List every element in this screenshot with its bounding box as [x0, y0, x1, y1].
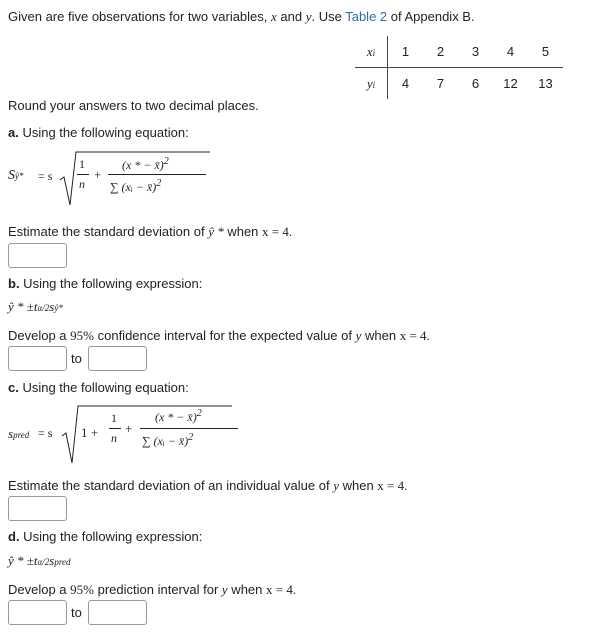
formula-a-frac2-line	[108, 174, 206, 175]
formula-c-num: (x * − x̄)$^2$	[155, 408, 202, 424]
formula-c-one-plus: 1 +	[81, 425, 99, 440]
part-d-expression: ŷ * ±tα/2spred	[8, 553, 71, 568]
formula-a-den: ∑ (xᵢ − x̄)$^2$	[110, 178, 162, 194]
intro-and: and	[276, 9, 306, 24]
intro-text	[8, 9, 475, 25]
part-c-heading: c. Using the following equation:	[8, 380, 189, 395]
part-b-lower-input[interactable]	[8, 346, 67, 371]
part-d-lower-input[interactable]	[8, 600, 67, 625]
x-value-3: 3	[458, 36, 493, 68]
part-b-question: Develop a 95% confidence interval for the expected value of y when x = 4.	[8, 328, 430, 343]
part-d-heading: d. Using the following expression:	[8, 529, 203, 544]
formula-c-plus: +	[125, 421, 133, 436]
part-a-text: Using the following equation:	[18, 125, 189, 140]
y-value-4: 12	[503, 76, 518, 91]
part-b-upper-input[interactable]	[88, 346, 147, 371]
part-b-to: to	[71, 351, 82, 366]
formula-a-plus: +	[94, 167, 102, 182]
intro-after: of Appendix B.	[387, 9, 475, 24]
x-row	[355, 36, 563, 68]
part-a-label: a.	[8, 125, 19, 140]
y-row	[355, 68, 563, 100]
x-value-5: 5	[528, 36, 563, 68]
y-header: yi	[355, 68, 388, 100]
part-c-answer-input[interactable]	[8, 496, 67, 521]
table-2-link[interactable]: Table 2	[345, 9, 388, 24]
part-a-question: Estimate the standard deviation of ŷ * when x = 4.	[8, 224, 293, 239]
y-value-5: 13	[538, 76, 553, 91]
observations-table	[355, 36, 563, 99]
formula-c-equals: = s	[38, 426, 53, 440]
intro-var-y: y	[305, 9, 312, 24]
formula-a-lhs: Sŷ*	[8, 168, 24, 183]
intro-mid: . Use	[311, 9, 346, 24]
formula-a-frac1-line	[77, 174, 89, 175]
formula-c-one: 1	[111, 411, 117, 425]
x-header: xi	[355, 36, 388, 68]
part-d-upper-input[interactable]	[88, 600, 147, 625]
x-value-4: 4	[493, 36, 528, 68]
y-value-3: 6	[471, 76, 480, 91]
formula-c-den: ∑ (xᵢ − x̄)$^2$	[142, 432, 194, 448]
formula-a-n: n	[79, 177, 85, 191]
formula-c-lhs: spred	[8, 426, 30, 441]
formula-a-one: 1	[79, 157, 85, 171]
formula-a-num: (x * − x̄)$^2$	[122, 156, 169, 172]
formula-c-frac1-line	[109, 428, 121, 429]
formula-a-equals: = s	[38, 169, 53, 183]
intro-before: Given are five observations for two variables,	[8, 9, 272, 24]
part-b-heading: b. Using the following expression:	[8, 276, 203, 291]
round-instruction: Round your answers to two decimal places.	[8, 98, 259, 113]
part-a-heading	[8, 125, 189, 140]
part-c-question: Estimate the standard deviation of an individual value of y when x = 4.	[8, 478, 408, 493]
part-d-question: Develop a 95% prediction interval for y when x = 4.	[8, 582, 297, 597]
intro-var-x: x	[271, 9, 277, 24]
part-a-answer-input[interactable]	[8, 243, 67, 268]
formula-c-n: n	[111, 431, 117, 445]
x-value-2: 2	[423, 36, 458, 68]
part-b-expression: ŷ * ±tα/2sŷ*	[8, 299, 63, 314]
x-value-1: 1	[388, 36, 424, 68]
part-d-to: to	[71, 605, 82, 620]
formula-c-frac2-line	[140, 428, 238, 429]
y-value-1: 4	[401, 76, 410, 91]
y-value-2: 7	[436, 76, 445, 91]
